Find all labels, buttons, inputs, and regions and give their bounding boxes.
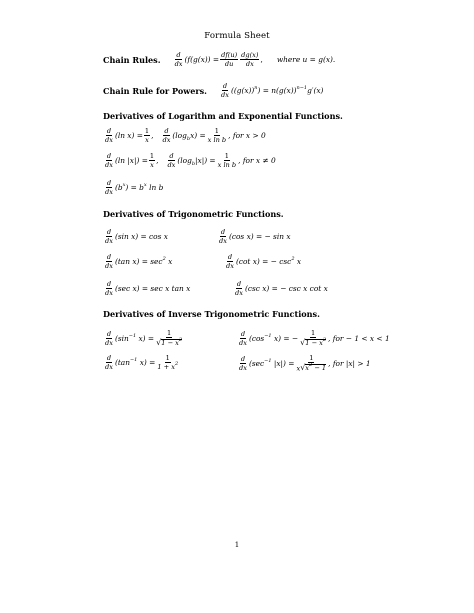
sec-row: $\frac{d}{dx}$ (sec x) = sec x tan x (105, 280, 191, 297)
csc-row: $\frac{d}{dx}$ (csc x) = − csc x cot x (235, 280, 328, 297)
chain-rule-row (103, 52, 335, 68)
cos-row: $\frac{d}{dx}$ (cos x) = − sin x (219, 228, 291, 245)
arctan-row: $\frac{d}{dx}$ ($\tan^{-1}$ x) = $\frac{1}{1 + x^2}$ (105, 354, 179, 371)
fraction: 1 √ $1 - x^2$ (300, 329, 327, 348)
derivative-operator: $\frac{d}{dx}$ (105, 228, 113, 245)
arcsin-row: $\frac{d}{dx}$ ($\sin^{-1}$ x) = 1 √ $1 - x^2$ (105, 329, 183, 348)
arccos-row: $\frac{d}{dx}$ ($\cos^{-1}$ x) = − 1 √ $1 - x^2$ , for − 1 < x < 1 (239, 329, 390, 348)
sqrt-symbol: √ (300, 338, 306, 348)
derivative-operator: $\frac{d}{dx}$ (239, 354, 247, 372)
chain-rule-label: Chain Rules. (103, 54, 161, 65)
fraction: $\frac{1}{\text{x ln b}}$ (207, 127, 227, 144)
sqrt-symbol: √ (300, 363, 306, 373)
fraction: 1 √ $1 - x^2$ (156, 329, 183, 348)
fraction: $\frac{1}{x}$ (149, 152, 155, 169)
ln-row: $\frac{d}{dx}$ (ln x) = $\frac{1}{x}$ , $\frac{d}{dx}$ $(\log_bx)$ = $\frac{1}{\text{x ln b}}$ , for x > 0 (105, 127, 266, 144)
page-title: Formula Sheet (204, 31, 270, 41)
chain-rule-comma: , (260, 55, 263, 65)
chain-rule-where: where u = g(x). (276, 55, 336, 65)
derivative-operator: $\frac{d}{dx}$ (105, 329, 113, 347)
derivative-operator: $\frac{d}{dx}$ (239, 329, 247, 347)
sqrt-symbol: √ (156, 338, 162, 348)
exp-row: $\frac{d}{dx}$ $(b^x) = b^x$ ln b (105, 179, 164, 196)
chain-rule-lhs: (f(g(x)) = (184, 55, 220, 65)
df-du-fraction: $\frac{df(u)}{du}$ (221, 51, 238, 68)
inverse-trig-heading: Derivatives of Inverse Trigonometric Functions. (103, 309, 320, 319)
arcsec-row: $\frac{d}{dx}$ ($\sec^{-1}$ |x|) = 1 x √ $x^2 - 1$ , for |x| > 1 (239, 354, 371, 373)
trig-heading: Derivatives of Trigonometric Functions. (103, 209, 284, 219)
power-chain-body: $((g(x))^n) = n(g(x))^{n-1}g'(x)$ (230, 85, 324, 96)
sin-row: $\frac{d}{dx}$ (sin x) = cos x (105, 228, 168, 245)
log-exp-heading: Derivatives of Logarithm and Exponential Functions. (103, 111, 343, 121)
derivative-operator: $\frac{d}{dx}$ (105, 127, 113, 144)
fraction: $\frac{1}{\text{x ln b}}$ (217, 152, 237, 169)
derivative-operator: $\frac{d}{dx}$ (167, 152, 176, 169)
tan-row: $\frac{d}{dx}$ (tan $x) = \sec^2 x$ (105, 253, 173, 270)
derivative-operator: $\frac{d}{dx}$ (174, 51, 183, 68)
page-number: 1 (234, 541, 240, 549)
fraction: 1 x √ $x^2 - 1$ (296, 354, 327, 373)
derivative-operator: $\frac{d}{dx}$ (226, 253, 234, 270)
fraction: $\frac{1}{x}$ (144, 127, 150, 144)
derivative-operator: $\frac{d}{dx}$ (235, 280, 243, 297)
derivative-operator: $\frac{d}{dx}$ (219, 228, 227, 245)
cot-row: $\frac{d}{dx}$ (cot x) = − $\csc^2 x$ (226, 253, 302, 270)
derivative-operator: $\frac{d}{dx}$ (105, 152, 113, 169)
power-chain-row (103, 83, 323, 99)
derivative-operator: $\frac{d}{dx}$ (105, 280, 113, 297)
dg-dx-fraction: $\frac{dg(x)}{dx}$ (241, 51, 259, 68)
derivative-operator: $\frac{d}{dx}$ (162, 127, 171, 144)
power-chain-label: Chain Rule for Powers. (103, 85, 207, 96)
derivative-operator: $\frac{d}{dx}$ (221, 82, 229, 99)
derivative-operator: $\frac{d}{dx}$ (105, 179, 113, 196)
derivative-operator: $\frac{d}{dx}$ (105, 253, 113, 270)
ln-abs-row: $\frac{d}{dx}$ (ln |x|) = $\frac{1}{x}$ , $\frac{d}{dx}$ $(\log_b|x|)$ = $\frac{1}{\text{x ln b}}$ , for x ≠ 0 (105, 152, 276, 169)
derivative-operator: $\frac{d}{dx}$ (105, 354, 113, 371)
fraction: $\frac{1}{1 + x^2}$ (157, 354, 179, 371)
